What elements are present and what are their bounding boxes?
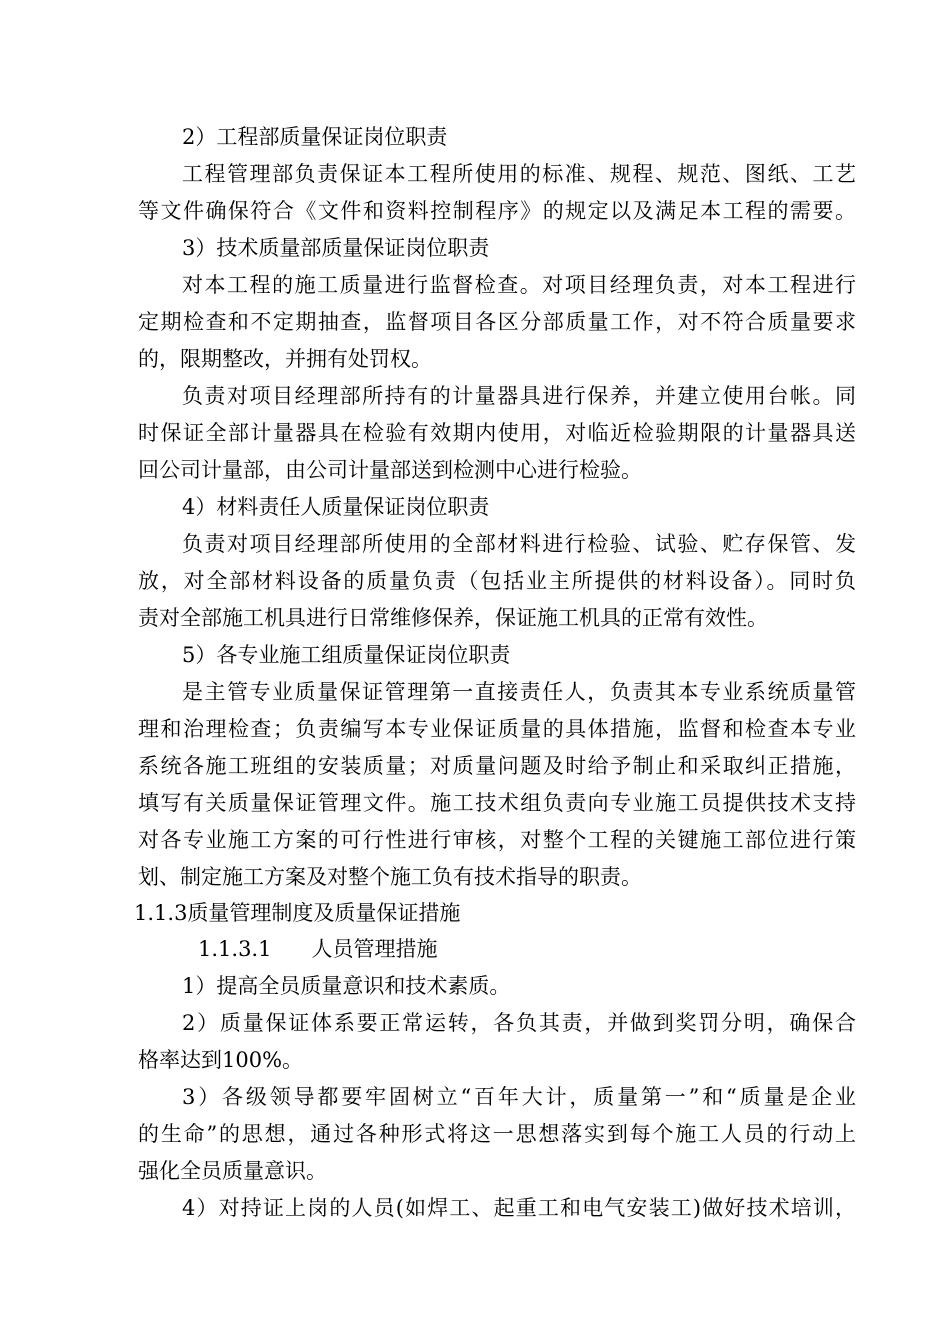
paragraph-line: 等文件确保符合《文件和资料控制程序》的规定以及满足本工程的需要。 [138, 199, 856, 223]
list-item: 4）对持证上岗的人员(如焊工、起重工和电气安装工)做好技术培训， [182, 1196, 856, 1220]
subsection-title: 人员管理措施 [311, 937, 438, 961]
subsection-heading [198, 937, 437, 961]
heading-materials-duties: 4）材料责任人质量保证岗位职责 [182, 495, 490, 519]
list-item: 2）质量保证体系要正常运转，各负其责，并做到奖罚分明，确保合 [182, 1011, 856, 1035]
paragraph-line: 时保证全部计量器具在检验有效期内使用，对临近检验期限的计量器具送 [138, 421, 856, 445]
paragraph-line: 工程管理部负责保证本工程所使用的标准、规程、规范、图纸、工艺 [182, 162, 856, 186]
paragraph-line: 的生命”的思想，通过各种形式将这一思想落实到每个施工人员的行动上 [138, 1122, 856, 1146]
paragraph-line: 强化全员质量意识。 [138, 1159, 327, 1183]
heading-construction-teams-duties: 5）各专业施工组质量保证岗位职责 [182, 643, 511, 667]
paragraph-line: 填写有关质量保证管理文件。施工技术组负责向专业施工员提供技术支持 [138, 791, 856, 815]
paragraph-line: 的，限期整改，并拥有处罚权。 [138, 347, 432, 371]
paragraph-line: 定期检查和不定期抽查，监督项目各区分部质量工作，对不符合质量要求 [138, 310, 856, 334]
paragraph-line: 负责对项目经理部所使用的全部材料进行检验、试验、贮存保管、发 [182, 532, 856, 556]
paragraph-line: 是主管专业质量保证管理第一直接责任人，负责其本专业系统质量管 [182, 680, 856, 704]
list-item: 1）提高全员质量意识和技术素质。 [182, 974, 511, 998]
paragraph-line: 系统各施工班组的安装质量；对质量问题及时给予制止和采取纠正措施， [138, 754, 856, 778]
paragraph-line: 责对全部施工机具进行日常维修保养，保证施工机具的正常有效性。 [138, 606, 768, 630]
list-item: 3）各级领导都要牢固树立“百年大计，质量第一”和“质量是企业 [182, 1085, 856, 1109]
heading-tech-quality-dept-duties: 3）技术质量部质量保证岗位职责 [182, 236, 490, 260]
section-heading-quality-management: 1.1.3质量管理制度及质量保证措施 [134, 901, 461, 925]
paragraph-line: 对各专业施工方案的可行性进行审核，对整个工程的关键施工部位进行策 [138, 828, 856, 852]
paragraph-line: 负责对项目经理部所持有的计量器具进行保养，并建立使用台帐。同 [182, 384, 856, 408]
subsection-number: 1.1.3.1 [198, 937, 272, 961]
heading-engineering-dept-duties: 2）工程部质量保证岗位职责 [182, 125, 448, 149]
paragraph-line: 放，对全部材料设备的质量负责（包括业主所提供的材料设备）。同时负 [138, 569, 856, 593]
paragraph-line: 对本工程的施工质量进行监督检查。对项目经理负责，对本工程进行 [182, 273, 856, 297]
paragraph-line: 回公司计量部，由公司计量部送到检测中心进行检验。 [138, 458, 642, 482]
paragraph-line: 格率达到100%。 [138, 1048, 304, 1072]
paragraph-line: 划、制定施工方案及对整个施工负有技术指导的职责。 [138, 865, 642, 889]
paragraph-line: 理和治理检查；负责编写本专业保证质量的具体措施，监督和检查本专业 [138, 717, 856, 741]
